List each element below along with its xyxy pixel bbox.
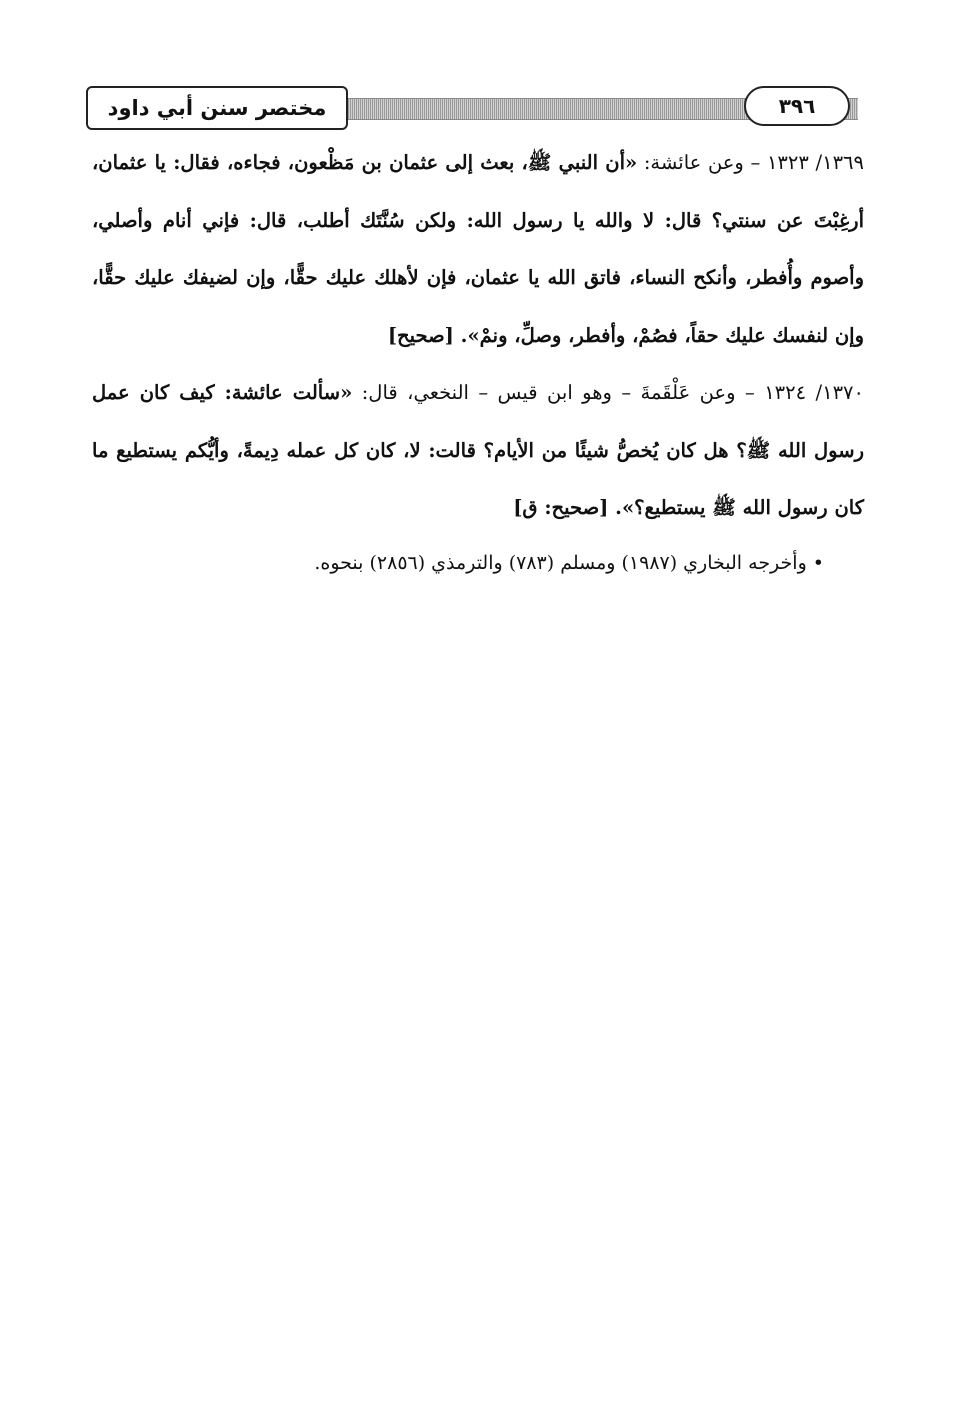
- page-header: [86, 86, 858, 134]
- page-number-box: [744, 86, 850, 126]
- takhrij-note: • وأخرجه البخاري (١٩٨٧) ومسلم (٧٨٣) والترمذي (٢٨٥٦) بنحوه.: [314, 551, 824, 574]
- book-title: مختصر سنن أبي داود: [107, 96, 327, 120]
- book-title-box: [86, 86, 348, 130]
- hadith-intro: – وعن عائشة:: [637, 151, 767, 174]
- hadith-intro: – وعن عَلْقَمةَ – وهو ابن قيس – النخعي، قال:: [352, 381, 765, 404]
- hadith-1369: [92, 134, 864, 364]
- hadith-number: ١٣٦٩/ ١٣٢٣: [766, 151, 864, 174]
- page-number: ٣٩٦: [778, 94, 816, 118]
- hadith-text: «سألت عائشة: كيف كان عمل رسول الله ﷺ؟ هل كان يُخصُّ شيئًا من الأيام؟ قالت: لا، كان كل عمله دِيمةً، وأيُّكم يستطيع ما كان رسول الله ﷺ يستطيع؟». [صحيح: ق]: [92, 381, 865, 519]
- page-body: [92, 134, 864, 589]
- hadith-1370: [92, 364, 864, 537]
- hadith-number: ١٣٧٠/ ١٣٢٤: [764, 381, 865, 404]
- hadith-text: «أن النبي ﷺ، بعث إلى عثمان بن مَظْعون، فجاءه، فقال: يا عثمان، أرغِبْتَ عن سنتي؟ قال: لا والله يا رسول الله: ولكن سُنَّتَك أطلب، قال: فإني أنام وأصلي، وأصوم وأُفطر، وأنكح النساء، فاتق الله يا عثمان، فإن لأهلك عليك حقًّا، وإن لضيفك عليك حقًّا، وإن لنفسك عليك حقاً، فصُمْ، وأفطر، وصلِّ، ونمْ». [صحيح]: [92, 151, 864, 347]
